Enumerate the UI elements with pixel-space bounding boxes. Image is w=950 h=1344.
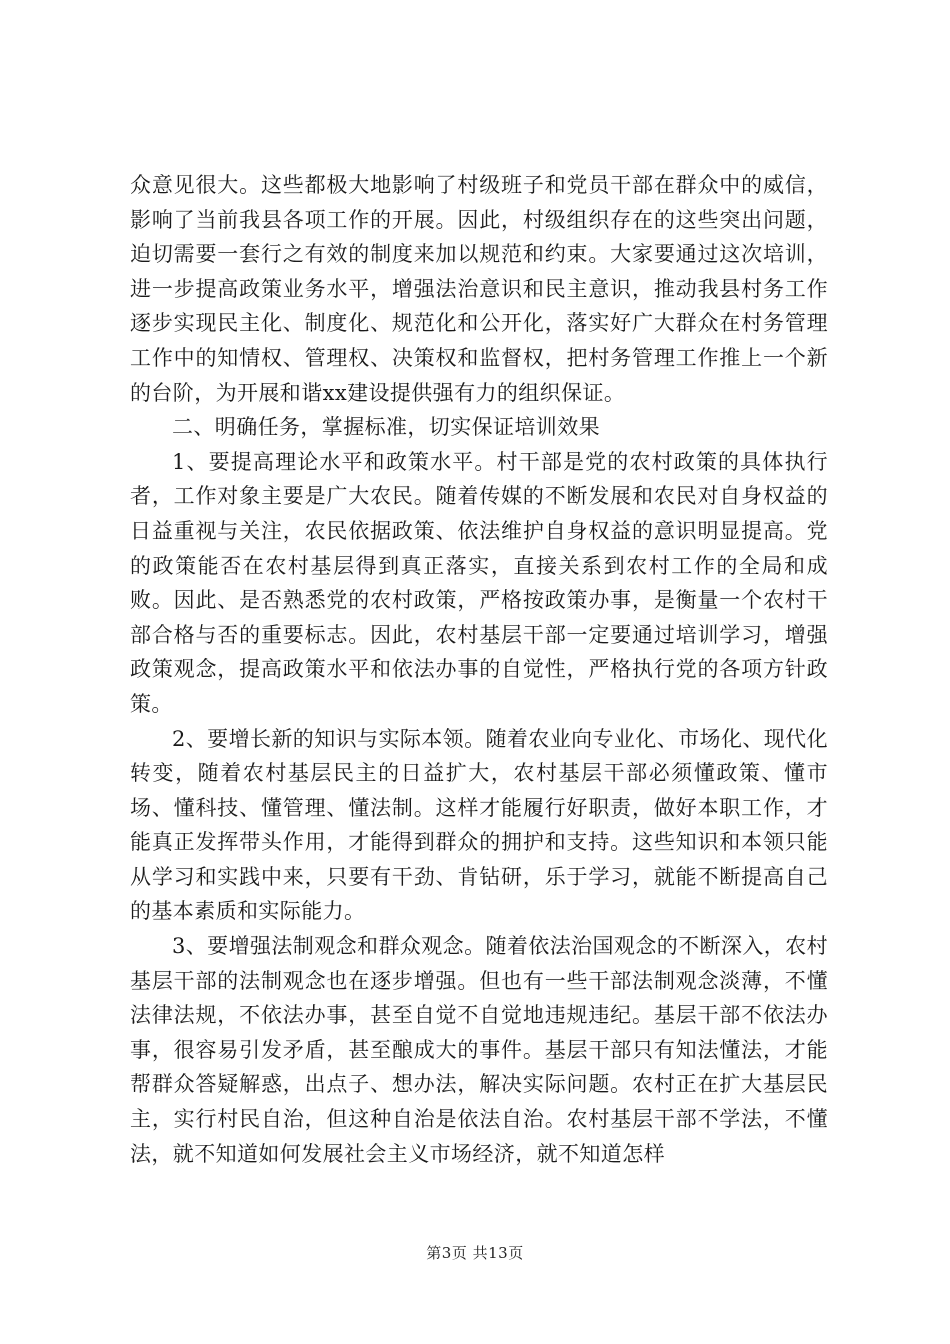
paragraph-item-3: 3、要增强法制观念和群众观念。随着依法治国观念的不断深入，农村基层干部的法制观念也在逐步增强。但也有一些干部法制观念淡薄，不懂法律法规，不依法办事，甚至自觉不自觉地违规违纪。基层干部不依法办事，很容易引发矛盾，甚至酿成大的事件。基层干部只有知法懂法，才能帮群众答疑解惑，出点子、想办法，解决实际问题。农村正在扩大基层民主，实行村民自治，但这种自治是依法自治。农村基层干部不学法，不懂法，就不知道如何发展社会主义市场经济，就不知道怎样 bbox=[130, 934, 828, 1166]
section-heading: 二、明确任务，掌握标准，切实保证培训效果 bbox=[172, 415, 600, 440]
document-body bbox=[130, 168, 828, 1171]
paragraph-continuation: 众意见很大。这些都极大地影响了村级班子和党员干部在群众中的威信，影响了当前我县各项工作的开展。因此，村级组织存在的这些突出问题，迫切需要一套行之有效的制度来加以规范和约束。大家要通过这次培训，进一步提高政策业务水平，增强法治意识和民主意识，推动我县村务工作逐步实现民主化、制度化、规范化和公开化，落实好广大群众在村务管理工作中的知情权、管理权、决策权和监督权，把村务管理工作推上一个新的台阶，为开展和谐xx建设提供强有力的组织保证。 bbox=[130, 173, 828, 405]
page-number-footer: 第3页 共13页 bbox=[426, 1244, 524, 1262]
paragraph-item-2: 2、要增长新的知识与实际本领。随着农业向专业化、市场化、现代化转变，随着农村基层民主的日益扩大，农村基层干部必须懂政策、懂市场、懂科技、懂管理、懂法制。这样才能履行好职责，做好本职工作，才能真正发挥带头作用，才能得到群众的拥护和支持。这些知识和本领只能从学习和实践中来，只要有干劲、肯钻研，乐于学习，就能不断提高自己的基本素质和实际能力。 bbox=[130, 726, 828, 924]
paragraph-item-1: 1、要提高理论水平和政策水平。村干部是党的农村政策的具体执行者，工作对象主要是广大农民。随着传媒的不断发展和农民对自身权益的日益重视与关注，农民依据政策、依法维护自身权益的意识明显提高。党的政策能否在农村基层得到真正落实，直接关系到农村工作的全局和成败。因此、是否熟悉党的农村政策，严格按政策办事，是衡量一个农村干部合格与否的重要标志。因此，农村基层干部一定要通过培训学习，增强政策观念，提高政策水平和依法办事的自觉性，严格执行党的各项方针政策。 bbox=[130, 449, 828, 716]
